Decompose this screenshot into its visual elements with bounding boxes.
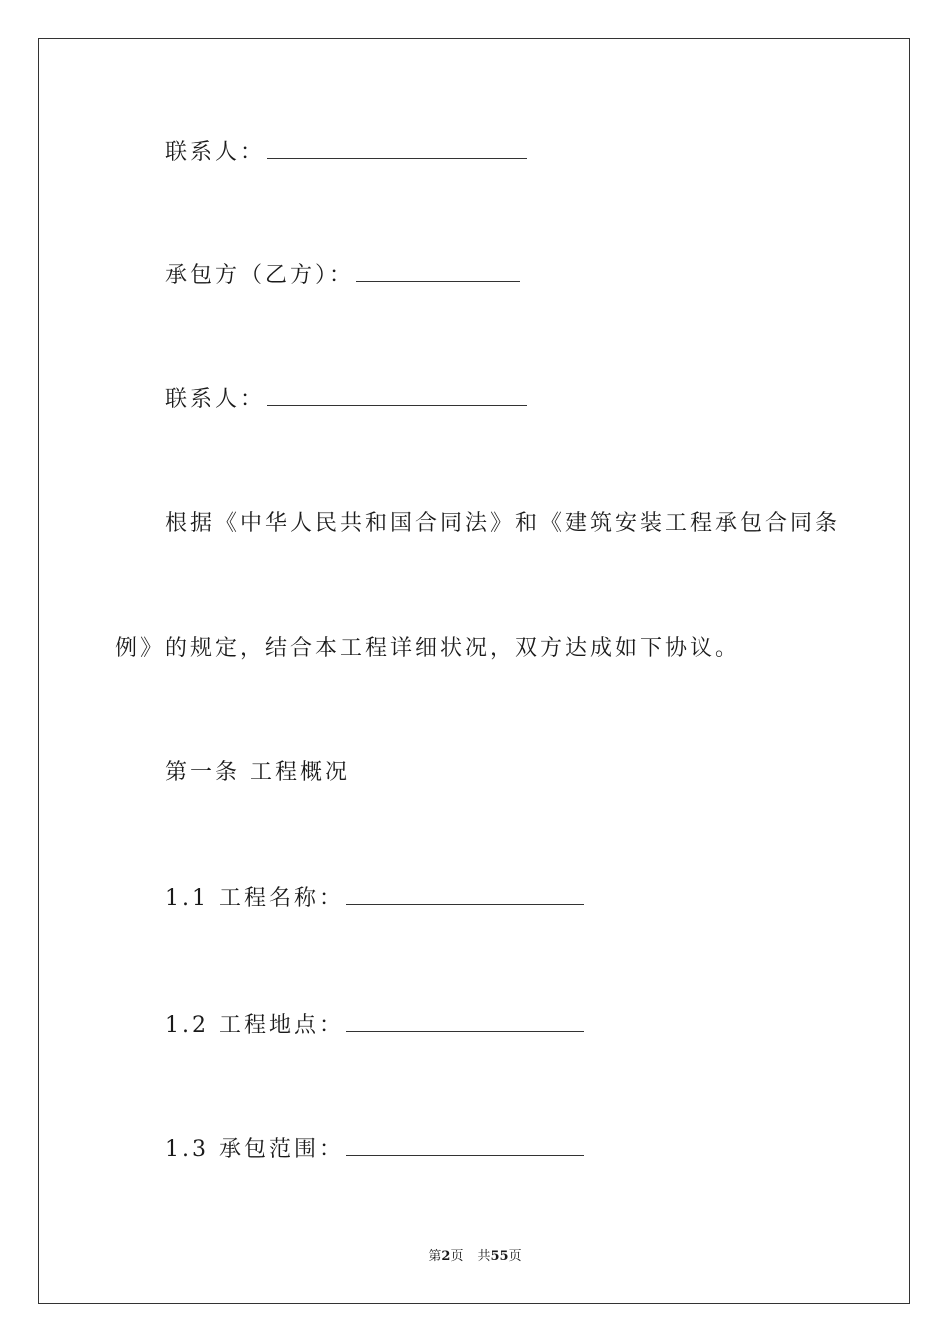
contract-scope-label: 1.3 承包范围： bbox=[165, 1137, 344, 1162]
paragraph-text-2: 例》的规定，结合本工程详细状况，双方达成如下协议。 bbox=[115, 636, 741, 661]
contractor-party-b-blank bbox=[356, 259, 520, 282]
page-prefix: 第 bbox=[428, 1249, 442, 1264]
contact-person-b-label: 联系人： bbox=[165, 387, 266, 412]
paragraph-line-1 bbox=[165, 509, 840, 539]
paragraph-line-2 bbox=[115, 634, 740, 664]
contact-person-a-label: 联系人： bbox=[165, 140, 266, 165]
contact-person-a-blank bbox=[267, 136, 527, 159]
page-border bbox=[38, 38, 910, 1304]
page-footer bbox=[0, 1248, 950, 1266]
total-prefix: 共 bbox=[477, 1249, 491, 1264]
project-name-blank bbox=[346, 882, 584, 905]
page-suffix: 页 bbox=[450, 1249, 464, 1264]
contact-person-b-line bbox=[165, 383, 527, 415]
contract-scope-line bbox=[165, 1133, 584, 1165]
total-pages: 55 bbox=[490, 1249, 509, 1264]
project-name-line bbox=[165, 882, 584, 914]
project-location-label: 1.2 工程地点： bbox=[165, 1013, 344, 1038]
article-one-title: 第一条 工程概况 bbox=[165, 760, 350, 785]
total-suffix: 页 bbox=[508, 1249, 522, 1264]
article-one-heading bbox=[165, 758, 350, 788]
contact-person-a-line bbox=[165, 136, 527, 168]
paragraph-text-1: 根据《中华人民共和国合同法》和《建筑安装工程承包合同条 bbox=[165, 511, 841, 536]
page-number: 2 bbox=[441, 1249, 451, 1264]
contract-scope-blank bbox=[346, 1133, 584, 1156]
contact-person-b-blank bbox=[267, 383, 527, 406]
project-location-blank bbox=[346, 1009, 584, 1032]
project-name-label: 1.1 工程名称： bbox=[165, 886, 344, 911]
project-location-line bbox=[165, 1009, 584, 1041]
contractor-party-b-line bbox=[165, 259, 520, 291]
contractor-party-b-label: 承包方（乙方）： bbox=[165, 263, 355, 288]
